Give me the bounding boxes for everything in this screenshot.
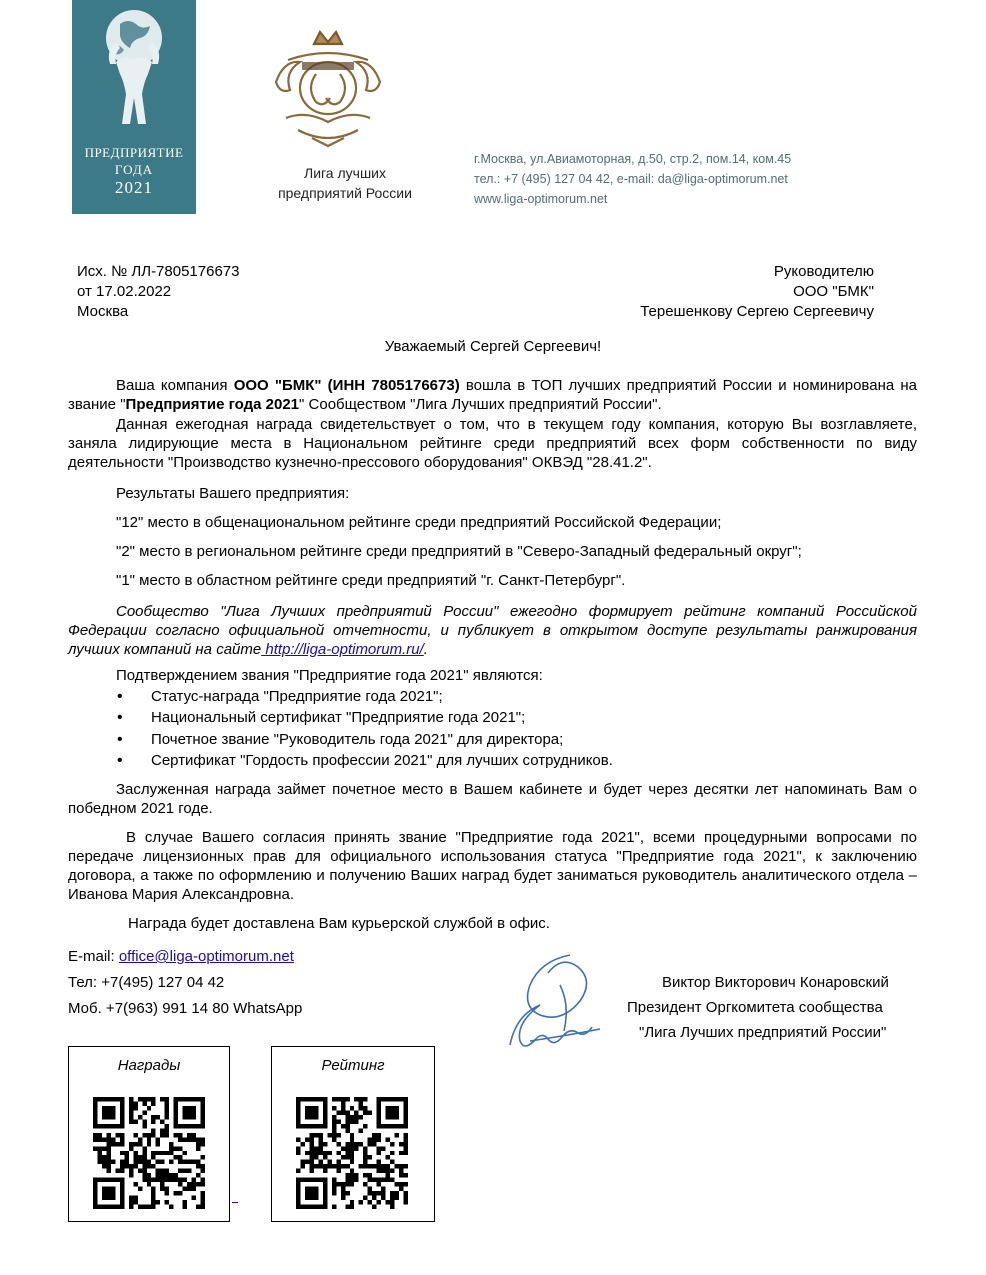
confirm-title: Подтверждением звания "Предприятие года 2021" являются: [116, 667, 543, 684]
recipient-line3: Терешенкову Сергею Сергеевичу [640, 303, 874, 320]
ref-city: Москва [77, 303, 129, 320]
award-badge-line1: ПРЕДПРИЯТИЕ [84, 145, 184, 160]
recipient-block [640, 262, 874, 322]
list-item: • Статус-награда "Предприятие года 2021"; [117, 686, 613, 707]
signer-role: Президент Оргкомитета сообщества [627, 999, 883, 1016]
recipient-line1: Руководителю [773, 263, 874, 280]
header-address: г.Москва, ул.Авиамоторная, д.50, стр.2, пом.14, ком.45 [474, 152, 792, 166]
salutation: Уважаемый Сергей Сергеевич! [384, 338, 602, 355]
header-phone-email: тел.: +7 (495) 127 04 42, e-mail: da@liga-optimorum.net [474, 172, 788, 186]
results-title: Результаты Вашего предприятия: [116, 485, 350, 502]
header-website[interactable]: www.liga-optimorum.net [474, 192, 608, 206]
qr-code-icon[interactable] [93, 1097, 205, 1209]
award-title: Предприятие года 2021 [125, 396, 300, 413]
qr-title-rating: Рейтинг [321, 1057, 385, 1074]
award-badge-year: 2021 [115, 178, 153, 197]
paragraph-award-description [68, 415, 917, 472]
qr-card-awards [68, 1046, 230, 1222]
liga-logo [268, 26, 388, 155]
email-label: E-mail: [68, 948, 119, 965]
liga-name [255, 163, 435, 203]
result-3: "1" место в областном рейтинге среди предприятий "г. Санкт-Петербург". [116, 572, 626, 589]
paragraph-intro [68, 376, 917, 414]
result-2: "2" место в региональном рейтинге среди предприятий в "Северо-Западный федеральный округ"; [116, 543, 802, 560]
company-name: ООО "БМК" (ИНН 7805176673) [233, 377, 460, 394]
qr-card-rating [271, 1046, 435, 1222]
link-underline-fragment [232, 1202, 238, 1203]
footer-contacts [68, 944, 302, 1022]
list-item: • Национальный сертификат "Предприятие года 2021"; [117, 707, 613, 728]
signature-image [500, 945, 620, 1060]
paragraph-consent [68, 828, 917, 904]
paragraph-rating-info [68, 602, 917, 659]
signer-block [620, 970, 889, 1045]
p1-text-a: Ваша компания [116, 377, 234, 394]
list-item: • Почетное звание "Руководитель года 2021" для директора; [117, 729, 613, 750]
delivery-note: Награда будет доставлена Вам курьерской службой в офис. [128, 915, 550, 932]
header-contacts [474, 149, 791, 209]
rating-site-link[interactable]: http://liga-optimorum.ru/ [261, 641, 424, 658]
email-link[interactable]: office@liga-optimorum.net [118, 948, 294, 965]
paragraph-award-place [68, 780, 917, 818]
liga-name-line2: предприятий России [278, 185, 412, 201]
award-badge [72, 0, 196, 214]
p2-text: Данная ежегодная награда свидетельствует о том, что в текущем году компания, которую Вы возглавляете, заняла лидирующие места в Национальном рейтинге среди предприятий всех форм собственности по виду деятельности "Производство кузнечно-прессового оборудования" ОКВЭД "28.41.2". [68, 416, 917, 471]
signer-name: Виктор Викторович Конаровский [662, 974, 889, 991]
letter-reference [77, 262, 239, 322]
p-consent-text: В случае Вашего согласия принять звание "Предприятие года 2021", всеми процедурными вопросами по передаче лицензионных прав для официального использования статуса "Предприятие года 2021", к заключению договора, а также по оформлению и получению Ваших наград будет заниматься руководитель аналитического отдела – Иванова Мария Александровна. [68, 829, 917, 903]
italic-text: Сообщество "Лига Лучших предприятий России" ежегодно формирует рейтинг компаний Российской Федерации согласно официальной отчетности, и публикует в открытом доступе результаты ранжирования лучших компаний на сайте [68, 603, 917, 658]
ref-date: от 17.02.2022 [77, 283, 172, 300]
footer-email-line [68, 944, 302, 970]
p1-text-b: вошла в ТОП лучших предприятий России и номинирована на звание " [68, 377, 917, 413]
ref-number: Исх. № ЛЛ-7805176673 [77, 263, 240, 280]
award-list [117, 686, 613, 771]
p1-text-c: " Сообществом "Лига Лучших предприятий России". [299, 396, 662, 413]
p-award-text: Заслуженная награда займет почетное место в Вашем кабинете и будет через десятки лет напоминать Вам о победном 2021 годе. [68, 781, 917, 817]
qr-title-awards: Награды [117, 1057, 181, 1074]
result-1: "12" место в общенациональном рейтинге среди предприятий Российской Федерации; [116, 514, 722, 531]
footer-phone: Тел: +7(495) 127 04 42 [68, 974, 225, 991]
footer-mobile: Моб. +7(963) 991 14 80 WhatsApp [68, 1000, 303, 1017]
liga-crown-monogram-icon [268, 26, 388, 150]
list-item: • Сертификат "Гордость профессии 2021" для лучших сотрудников. [117, 750, 613, 771]
italic-end: . [423, 641, 428, 658]
qr-code-icon[interactable] [296, 1097, 408, 1209]
atlas-globe-icon [90, 6, 178, 140]
award-badge-line2: ГОДА [114, 162, 154, 177]
signer-org: "Лига Лучших предприятий России" [639, 1024, 887, 1041]
recipient-line2: ООО "БМК" [793, 283, 874, 300]
liga-name-line1: Лига лучших [304, 165, 386, 181]
